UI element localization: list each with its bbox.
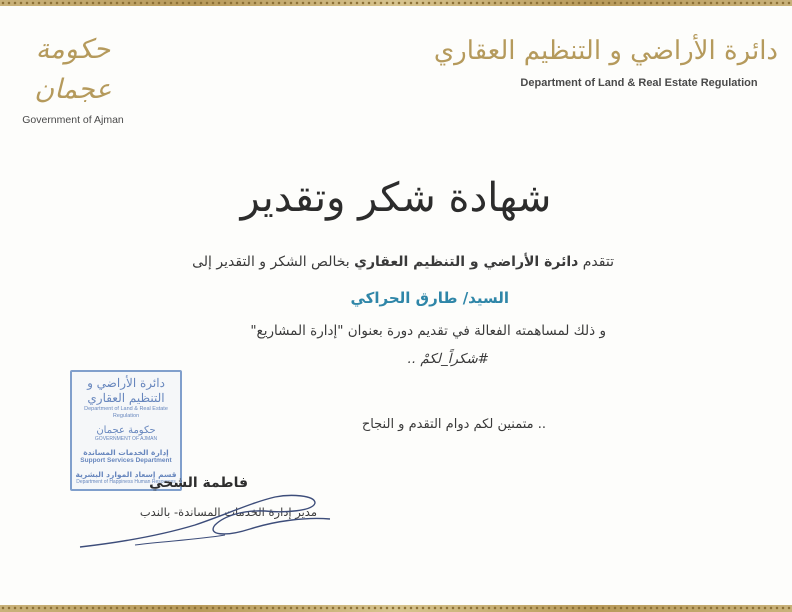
stamp-dept-arabic: إدارة الخدمات المساندة (83, 448, 169, 457)
certificate-title: شهادة شكر وتقدير (240, 175, 552, 221)
closing-line: .. متمنين لكم دوام التقدم و النجاح (361, 417, 546, 432)
stamp-dept2-arabic: قسم إسعاد الموارد البشرية (75, 470, 177, 479)
department-logo-arabic: دائرة الأراضي و التنظيم العقاري (433, 36, 778, 66)
signatory-name: فاطمة الشحي (149, 475, 248, 491)
signatory-role: مدير إدارة الخدمات المساندة- بالندب (139, 505, 317, 519)
handwritten-signature (75, 485, 335, 560)
government-logo-arabic: حكومة عجمان (34, 34, 112, 105)
contribution-line: و ذلك لمساهمته الفعالة في تقديم دورة بعنوان "إدارة المشاريع" (250, 323, 606, 339)
stamp-dept2-english: Department of Happiness Human Resources (76, 479, 176, 485)
intro-line (192, 254, 614, 270)
intro-suffix: بخالص الشكر و التقدير إلى (192, 254, 350, 270)
bottom-border (0, 605, 792, 612)
stamp-english-top: Department of Land & Real Estate Regulation (84, 406, 168, 419)
stamp-english-mid: GOVERNMENT OF AJMAN (94, 436, 158, 442)
recipient-name: السيد/ طارق الحراكي (350, 289, 509, 307)
stamp-arabic-top: دائرة الأراضي و التنظيم العقاري (87, 376, 165, 405)
hashtag-line: #شكراً_لكمْ .. (407, 351, 489, 367)
department-logo-english: Department of Land & Real Estate Regulation (520, 77, 758, 89)
government-logo-english: Government of Ajman (22, 114, 124, 126)
stamp-arabic-mid: حكومة عجمان (96, 425, 156, 436)
official-stamp (70, 370, 182, 491)
stamp-dept-english: Support Services Department (80, 457, 172, 464)
organization-name: دائرة الأراضي و التنظيم العقاري (354, 254, 579, 270)
top-border (0, 0, 792, 6)
government-of-ajman-logo (14, 30, 132, 126)
land-department-logo (433, 30, 778, 89)
intro-prefix: تتقدم (582, 254, 614, 270)
